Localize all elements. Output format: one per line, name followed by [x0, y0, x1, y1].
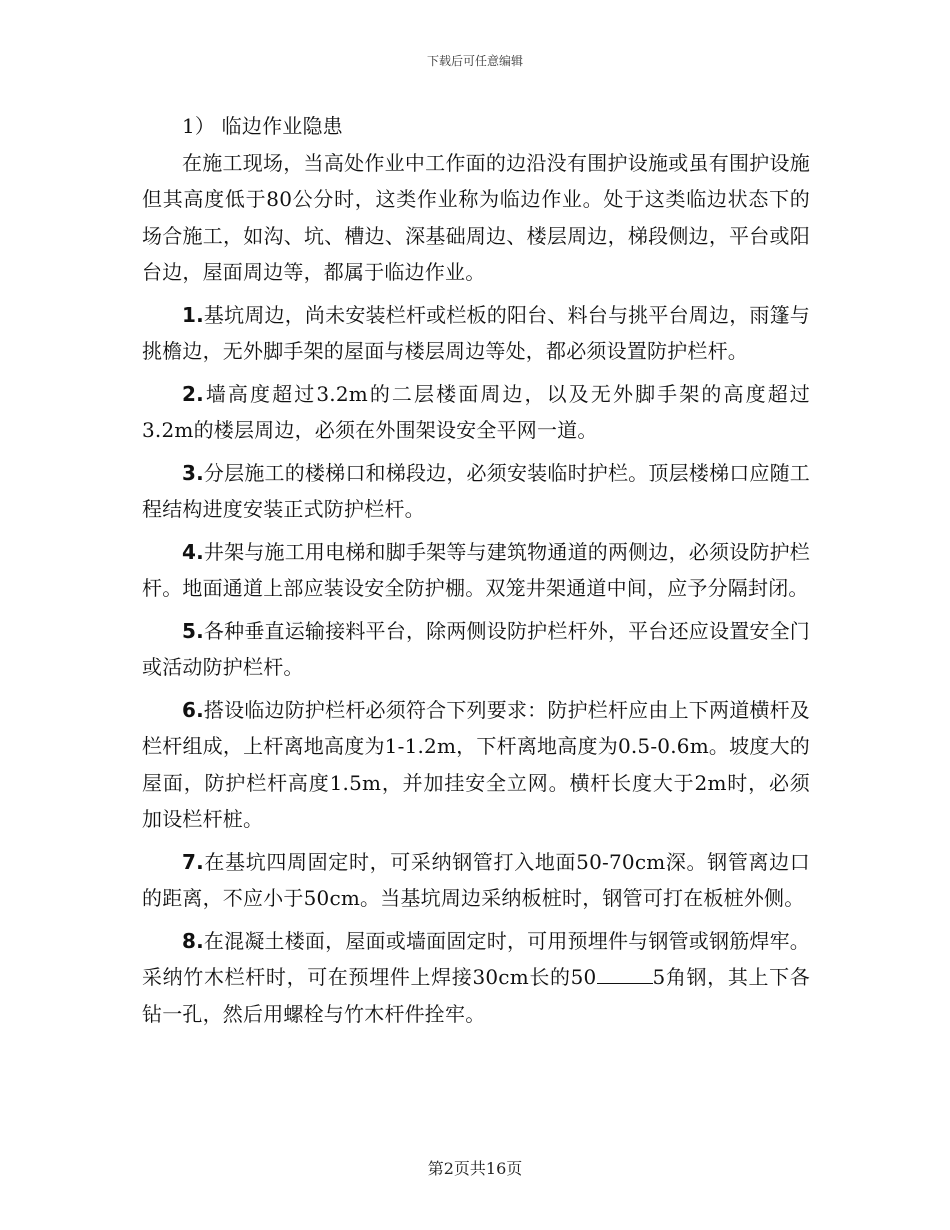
item-text-after-blank: 5角钢，其上下各钻一孔，然后用螺栓与竹木杆件拴牢。 [142, 965, 811, 1026]
item-text-before-blank: 在混凝土楼面，屋面或墙面固定时，可用预埋件与钢管或钢筋焊牢。采纳竹木栏杆时，可在预埋件上焊接30cm长的50 [142, 928, 810, 989]
item-text: 在基坑四周固定时，可采纳钢管打入地面50-70cm深。钢管离边口的距离，不应小于50cm。当基坑周边采纳板桩时，钢管可打在板桩外侧。 [142, 849, 810, 910]
item-number: 5. [182, 618, 204, 643]
section-heading: 1） 临边作业隐患 [182, 114, 343, 138]
list-item [142, 376, 810, 449]
item-number: 8. [182, 928, 204, 953]
item-text: 井架与施工用电梯和脚手架等与建筑物通道的两侧边，必须设防护栏杆。地面通道上部应装设安全防护棚。双笼井架通道中间，应予分隔封闭。 [142, 539, 810, 600]
list-item [142, 534, 810, 607]
item-number: 4. [182, 539, 204, 564]
intro-paragraph: 在施工现场，当高处作业中工作面的边沿没有围护设施或虽有围护设施但其高度低于80公分时，这类作业称为临边作业。处于这类临边状态下的场合施工，如沟、坑、槽边、深基础周边、楼层周边，梯段侧边，平台或阳台边，屋面周边等，都属于临边作业。 [142, 150, 810, 284]
item-text: 墙高度超过3.2m的二层楼面周边，以及无外脚手架的高度超过3.2m的楼层周边，必须在外围架设安全平网一道。 [142, 381, 810, 442]
list-item [142, 613, 810, 686]
item-text: 基坑周边，尚未安装栏杆或栏板的阳台、料台与挑平台周边，雨篷与挑檐边，无外脚手架的屋面与楼层周边等处，都必须设置防护栏杆。 [142, 302, 810, 363]
item-text: 各种垂直运输接料平台，除两侧设防护栏杆外，平台还应设置安全门或活动防护栏杆。 [142, 618, 810, 679]
item-number: 1. [182, 302, 204, 327]
document-body [142, 108, 810, 1038]
item-text: 搭设临边防护栏杆必须符合下列要求：防护栏杆应由上下两道横杆及栏杆组成，上杆离地高度为1-1.2m，下杆离地高度为0.5-0.6m。坡度大的屋面，防护栏杆高度1.5m，并加挂安全立网。横杆长度大于2m时，必须加设栏杆桩。 [142, 697, 810, 831]
item-number: 2. [182, 381, 204, 406]
list-item [142, 692, 810, 838]
item-number: 6. [182, 697, 204, 722]
underline-blank [597, 965, 653, 984]
list-item [142, 297, 810, 370]
item-number: 3. [182, 460, 204, 485]
item-text: 分层施工的楼梯口和梯段边，必须安装临时护栏。顶层楼梯口应随工程结构进度安装正式防护栏杆。 [142, 460, 810, 521]
list-item [142, 455, 810, 528]
list-item [142, 923, 810, 1033]
page-header: 下载后可任意编辑 [426, 54, 523, 68]
list-item [142, 844, 810, 917]
page-footer: 第2页共16页 [427, 1159, 523, 1178]
item-number: 7. [182, 849, 204, 874]
